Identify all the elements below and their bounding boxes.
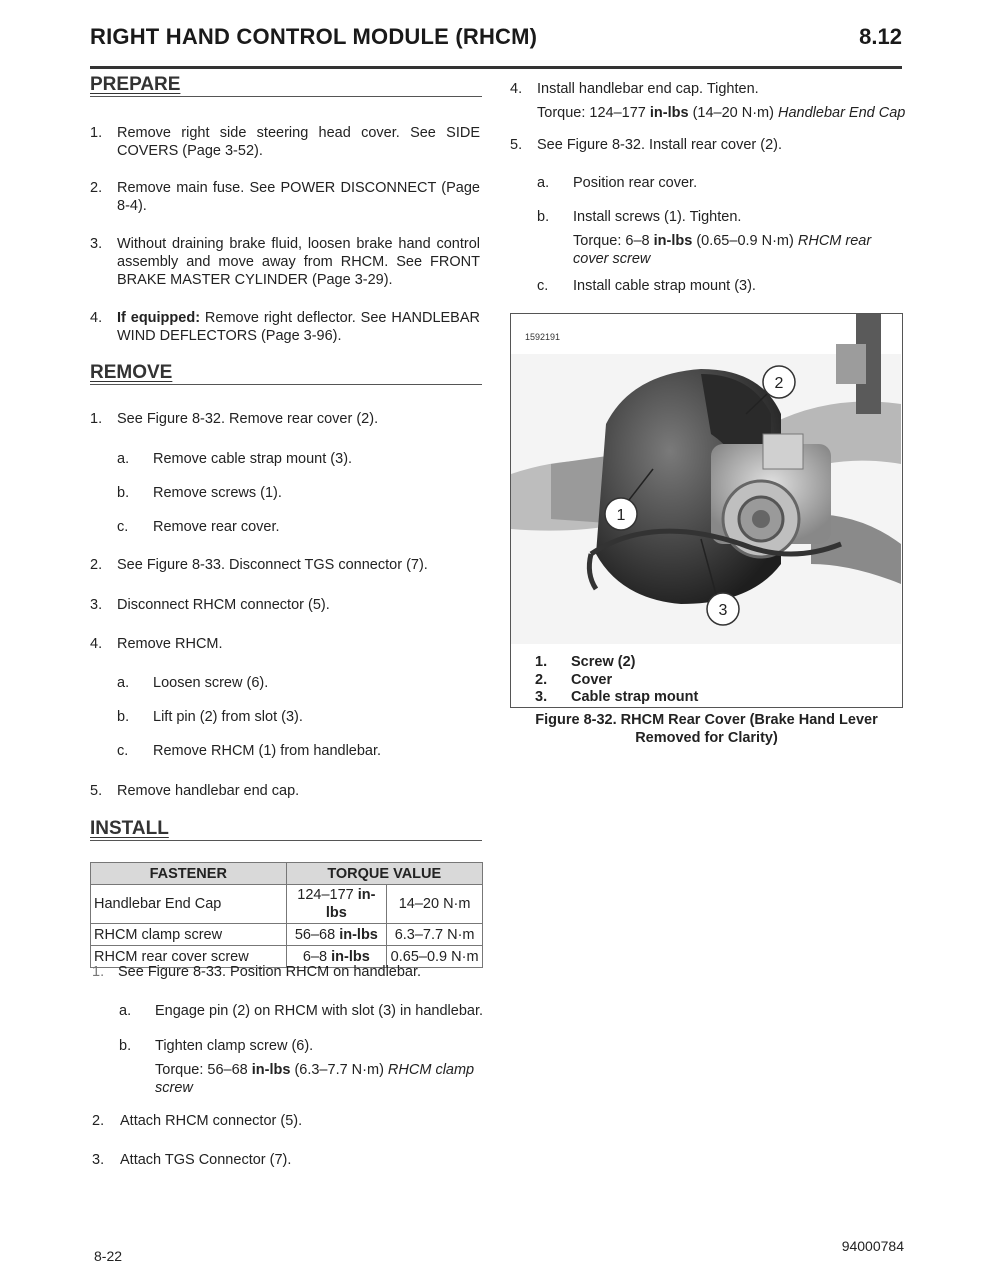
torque-inlbs-cell: 6–8 in-lbs bbox=[286, 946, 387, 968]
step-bold-prefix: If equipped: bbox=[117, 310, 201, 326]
fastener-cell: RHCM rear cover screw bbox=[91, 946, 287, 968]
torque-nm-cell: 0.65–0.9 N·m bbox=[387, 946, 483, 968]
step-number: 2. bbox=[90, 180, 103, 196]
table-row bbox=[91, 885, 483, 924]
column-header-fastener: FASTENER bbox=[91, 863, 287, 885]
sub-step-text: Remove RHCM (1) from handlebar. bbox=[153, 743, 382, 759]
figure-rhcm-rear-cover bbox=[510, 313, 903, 708]
sub-step-text: Remove cable strap mount (3). bbox=[153, 451, 353, 467]
sub-step-letter: a. bbox=[117, 675, 130, 691]
step-text bbox=[117, 309, 480, 345]
step-number: 4. bbox=[90, 310, 103, 326]
step-number: 4. bbox=[90, 636, 103, 652]
sub-step-letter: c. bbox=[537, 278, 549, 294]
step-number: 3. bbox=[92, 1152, 105, 1168]
callout-1: 1 bbox=[616, 507, 626, 524]
legend-item: 2. Cover bbox=[535, 671, 613, 688]
callout-3: 3 bbox=[718, 602, 728, 619]
step-text: Without draining brake fluid, loosen brake hand control assembly and move away from RHCM. See FRONT BRAKE MASTER CYLINDER (Page 3-29). bbox=[117, 236, 480, 288]
sub-step-text: Tighten clamp screw (6). bbox=[155, 1038, 314, 1054]
document-number: 94000784 bbox=[841, 1238, 904, 1254]
step-text: See Figure 8-33. Disconnect TGS connector (7). bbox=[117, 557, 428, 573]
figure-caption: Figure 8-32. RHCM Rear Cover (Brake Hand Lever Removed for Clarity) bbox=[535, 712, 878, 746]
step-body: Remove right deflector. See HANDLEBAR WIND DEFLECTORS (Page 3-96). bbox=[117, 310, 480, 344]
torque-nm-cell: 6.3–7.7 N·m bbox=[387, 924, 483, 946]
figure-legend bbox=[535, 654, 698, 707]
page-number: 8-22 bbox=[94, 1248, 123, 1264]
sub-step-text: Install cable strap mount (3). bbox=[573, 278, 756, 294]
step-text: Remove main fuse. See POWER DISCONNECT (Page 8-4). bbox=[117, 180, 480, 214]
header-rule bbox=[90, 66, 902, 69]
sub-step-letter: c. bbox=[117, 743, 129, 759]
step-number: 1. bbox=[92, 964, 105, 980]
step-text: Install handlebar end cap. Tighten. bbox=[537, 81, 759, 97]
remove-heading: REMOVE bbox=[90, 364, 482, 385]
torque-nm-cell: 14–20 N·m bbox=[387, 885, 483, 924]
sub-step-letter: b. bbox=[117, 485, 130, 501]
torque-spec: Torque: 6–8 in-lbs (0.65–0.9 N·m) RHCM rear cover screw bbox=[573, 233, 872, 267]
table-header-row bbox=[91, 863, 483, 885]
legend-item: 1. Screw (2) bbox=[535, 654, 636, 670]
install-heading: INSTALL bbox=[90, 820, 482, 841]
sub-step-letter: b. bbox=[537, 209, 550, 225]
step-text: Disconnect RHCM connector (5). bbox=[117, 597, 330, 613]
torque-inlbs-cell: 124–177 in-lbs bbox=[286, 885, 387, 924]
sub-step-letter: a. bbox=[537, 175, 550, 191]
step-number: 3. bbox=[90, 236, 103, 252]
step-text: Remove handlebar end cap. bbox=[117, 783, 300, 799]
step-text: Attach TGS Connector (7). bbox=[120, 1152, 292, 1168]
step-number: 1. bbox=[90, 411, 103, 427]
torque-spec: Torque: 124–177 in-lbs (14–20 N·m) Handlebar End Cap bbox=[537, 105, 906, 121]
torque-table bbox=[90, 862, 483, 968]
step-text: Remove right side steering head cover. See SIDE COVERS (Page 3-52). bbox=[117, 125, 480, 159]
step-text: See Figure 8-32. Remove rear cover (2). bbox=[117, 411, 379, 427]
sub-step-letter: b. bbox=[119, 1038, 132, 1054]
sub-step-text: Loosen screw (6). bbox=[153, 675, 269, 691]
sub-step-letter: b. bbox=[117, 709, 130, 725]
step-text: Remove RHCM. bbox=[117, 636, 223, 652]
figure-image-id: 1592191 bbox=[525, 332, 561, 342]
sub-step-text: Remove screws (1). bbox=[153, 485, 282, 501]
sub-step-text: Engage pin (2) on RHCM with slot (3) in handlebar. bbox=[155, 1003, 484, 1019]
rhcm-photo bbox=[511, 314, 901, 644]
sub-step-text: Remove rear cover. bbox=[153, 519, 280, 535]
column-header-torque: TORQUE VALUE bbox=[286, 863, 483, 885]
step-number: 3. bbox=[90, 597, 103, 613]
sub-step-text: Position rear cover. bbox=[573, 175, 698, 191]
sub-step-text: Install screws (1). Tighten. bbox=[573, 209, 742, 225]
sub-step-letter: a. bbox=[119, 1003, 132, 1019]
step-text: See Figure 8-33. Position RHCM on handlebar. bbox=[118, 964, 422, 980]
step-text: Attach RHCM connector (5). bbox=[120, 1113, 303, 1129]
torque-spec: Torque: 56–68 in-lbs (6.3–7.7 N·m) RHCM clamp screw bbox=[155, 1062, 475, 1096]
prepare-heading: PREPARE bbox=[90, 76, 482, 97]
torque-inlbs-cell: 56–68 in-lbs bbox=[286, 924, 387, 946]
sub-step-letter: a. bbox=[117, 451, 130, 467]
step-number: 1. bbox=[90, 125, 103, 141]
step-text: See Figure 8-32. Install rear cover (2). bbox=[537, 137, 782, 153]
section-number: 8.12 bbox=[859, 24, 902, 49]
legend-item: 3. Cable strap mount bbox=[535, 689, 699, 705]
page-title: RIGHT HAND CONTROL MODULE (RHCM) bbox=[90, 24, 538, 49]
table-row bbox=[91, 924, 483, 946]
fastener-cell: Handlebar End Cap bbox=[91, 885, 287, 924]
sub-step-letter: c. bbox=[117, 519, 129, 535]
sub-step-text: Lift pin (2) from slot (3). bbox=[153, 709, 303, 725]
step-number: 5. bbox=[90, 783, 103, 799]
step-number: 5. bbox=[510, 137, 523, 153]
step-number: 4. bbox=[510, 81, 523, 97]
step-number: 2. bbox=[92, 1113, 105, 1129]
step-number: 2. bbox=[90, 557, 103, 573]
fastener-cell: RHCM clamp screw bbox=[91, 924, 287, 946]
callout-2: 2 bbox=[774, 375, 784, 392]
